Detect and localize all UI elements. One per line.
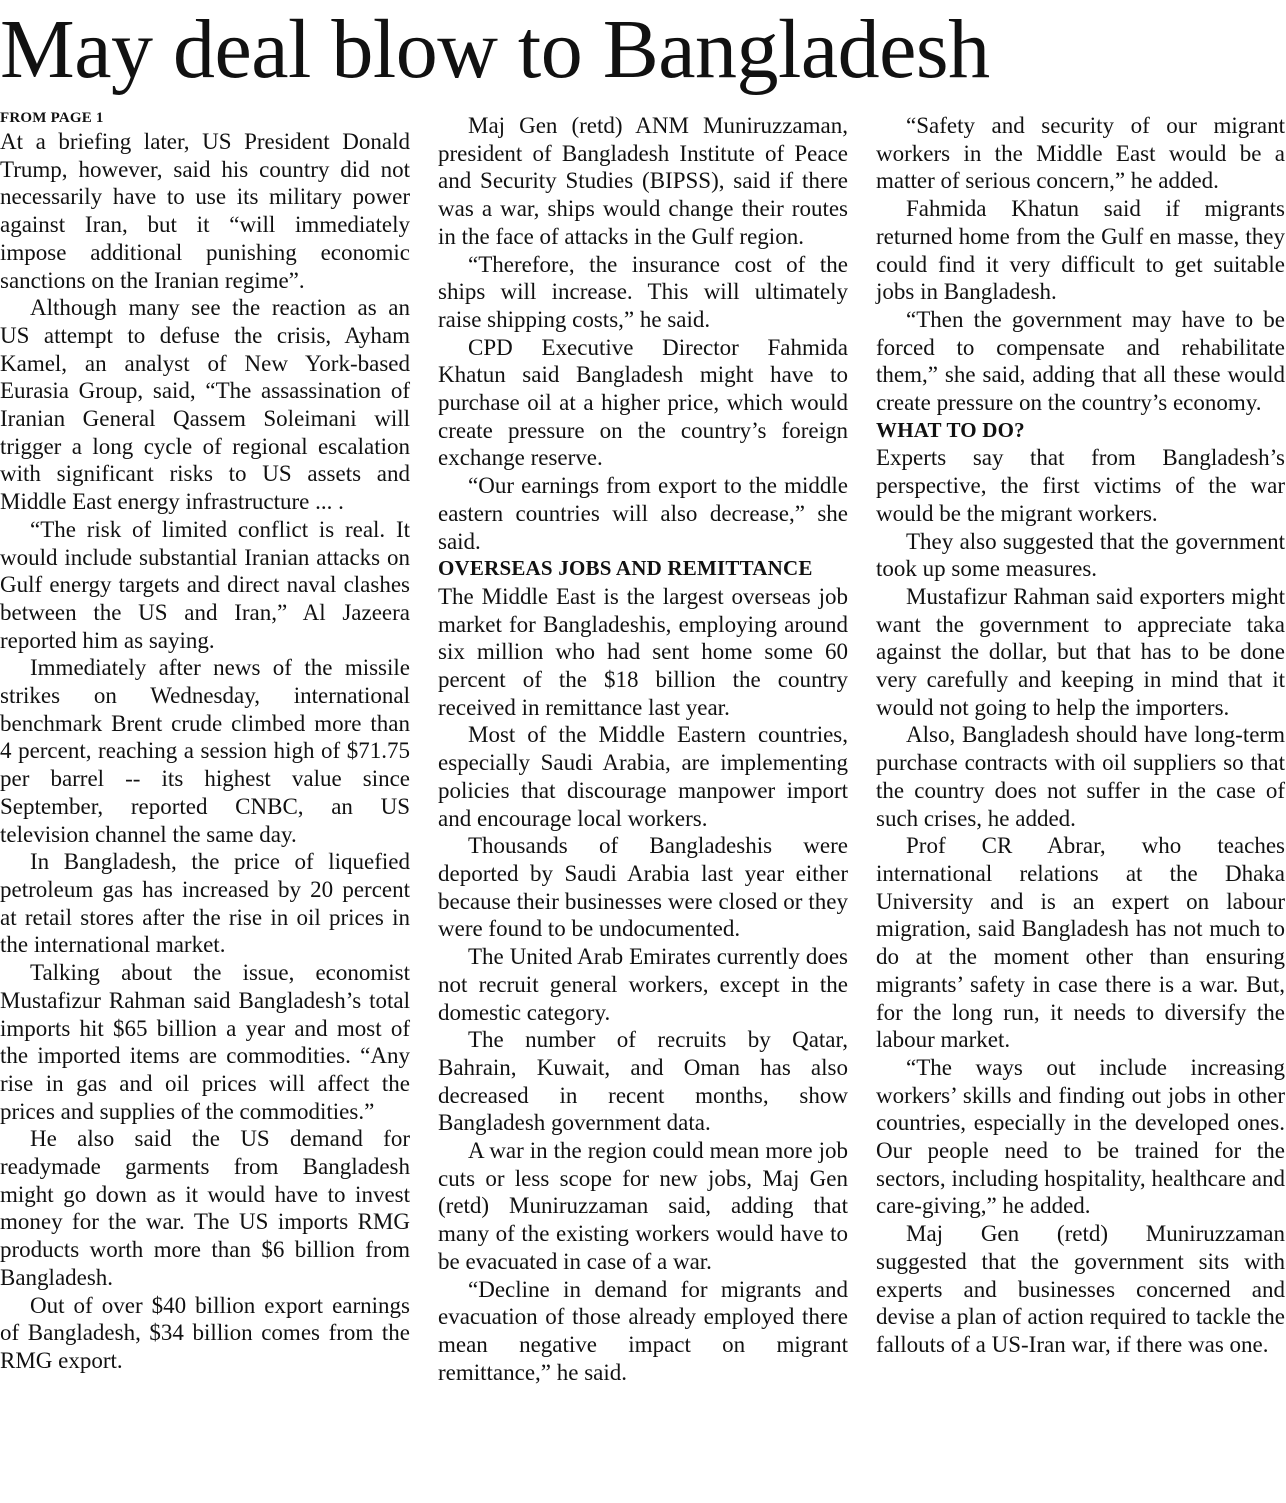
paragraph: He also said the US demand for readymade garments from Bangladesh might go down as it would have to invest money for the war. The US imports RMG products worth more than $6 billion from Bangladesh. — [0, 1126, 410, 1290]
paragraph: Mustafizur Rahman said exporters might want the government to appreciate taka against the dollar, but that has to be done very carefully and keeping in mind that it would not going to help the importers. — [876, 583, 1285, 720]
paragraph: Also, Bangladesh should have long-term purchase contracts with oil suppliers so that the country does not suffer in the case of such crises, he added. — [876, 722, 1285, 831]
paragraph: In Bangladesh, the price of liquefied petroleum gas has increased by 20 percent at retail stores after the rise in oil prices in the international market. — [0, 849, 410, 958]
paragraph: A war in the region could mean more job cuts or less scope for new jobs, Maj Gen (retd) Muniruzzaman said, adding that many of the existing workers would have to be evacuated in case of a war. — [438, 1138, 848, 1274]
paragraph: “The ways out include increasing workers’ skills and finding out jobs in other countries, especially in the developed ones. Our people need to be trained for the sectors, including hospitality, healthcare and care-giving,” he added. — [876, 1054, 1285, 1219]
paragraph: Out of over $40 billion export earnings of Bangladesh, $34 billion comes from the RMG export. — [0, 1292, 410, 1373]
paragraph: Experts say that from Bangladesh’s perspective, the first victims of the war would be the migrant workers. — [876, 445, 1285, 526]
paragraph: The Middle East is the largest overseas job market for Bangladeshis, employing around six million who had sent home some 60 percent of the $18 billion the country received in remittance last year. — [438, 583, 848, 720]
subhead-what-to-do: WHAT TO DO? — [876, 417, 1025, 442]
paragraph: Most of the Middle Eastern countries, especially Saudi Arabia, are implementing policies that discourage manpower import and encourage local workers. — [438, 722, 848, 831]
column-1 — [0, 108, 410, 1375]
column-3 — [876, 112, 1285, 1359]
paragraph: Maj Gen (retd) Muniruzzaman suggested that the government sits with experts and businesses concerned and devise a plan of action required to tackle the fallouts of a US-Iran war, if there was one. — [876, 1221, 1285, 1357]
headline: May deal blow to Bangladesh — [0, 3, 990, 96]
paragraph: Fahmida Khatun said if migrants returned home from the Gulf en masse, they could find it very difficult to get suitable jobs in Bangladesh. — [876, 196, 1285, 305]
paragraph: “Our earnings from export to the middle eastern countries will also decrease,” she said. — [438, 473, 848, 554]
paragraph: Immediately after news of the missile strikes on Wednesday, international benchmark Brent crude climbed more than 4 percent, reaching a session high of $71.75 per barrel -- its highest value since September, reported CNBC, an US television channel the same day. — [0, 655, 410, 847]
paragraph: At a briefing later, US President Donald Trump, however, said his country did not necessarily have to use its military power against Iran, but it “will immediately impose additional punishing economic sanctions on the Iranian regime”. — [0, 129, 410, 293]
column-2 — [438, 112, 848, 1386]
paragraph: “Decline in demand for migrants and evacuation of those already employed there mean negative impact on migrant remittance,” he said. — [438, 1276, 848, 1385]
subhead-overseas-jobs: OVERSEAS JOBS AND REMITTANCE — [438, 556, 813, 581]
paragraph: Although many see the reaction as an US attempt to defuse the crisis, Ayham Kamel, an analyst of New York-based Eurasia Group, said, “The assassination of Iranian General Qassem Soleimani will trigger a long cycle of regional escalation with significant risks to US assets and Middle East energy infrastructure ... . — [0, 295, 410, 515]
paragraph: Talking about the issue, economist Mustafizur Rahman said Bangladesh’s total imports hit $65 billion a year and most of the imported items are commodities. “Any rise in gas and oil prices will affect the prices and supplies of the commodities.” — [0, 960, 410, 1124]
paragraph: Maj Gen (retd) ANM Muniruzzaman, president of Bangladesh Institute of Peace and Security Studies (BIPSS), said if there was a war, ships would change their routes in the face of attacks in the Gulf region. — [438, 113, 848, 249]
paragraph: They also suggested that the government took up some measures. — [876, 528, 1285, 582]
paragraph: The United Arab Emirates currently does not recruit general workers, except in the domestic category. — [438, 944, 848, 1025]
paragraph: “Then the government may have to be forced to compensate and rehabilitate them,” she said, adding that all these would create pressure on the country’s economy. — [876, 306, 1285, 416]
paragraph: Prof CR Abrar, who teaches international relations at the Dhaka University and is an expert on labour migration, said Bangladesh has not much to do at the moment other than ensuring migrants’ safety in case there is a war. But, for the long run, it needs to diversify the labour market. — [876, 833, 1285, 1053]
kicker-from-page-1: FROM PAGE 1 — [0, 110, 104, 126]
paragraph: CPD Executive Director Fahmida Khatun said Bangladesh might have to purchase oil at a higher price, which would create pressure on the country’s foreign exchange reserve. — [438, 334, 848, 471]
paragraph: “Safety and security of our migrant workers in the Middle East would be a matter of serious concern,” he added. — [876, 113, 1285, 194]
paragraph: The number of recruits by Qatar, Bahrain, Kuwait, and Oman has also decreased in recent months, show Bangladesh government data. — [438, 1027, 848, 1136]
paragraph: Thousands of Bangladeshis were deported by Saudi Arabia last year either because their businesses were closed or they were found to be undocumented. — [438, 833, 848, 942]
paragraph: “Therefore, the insurance cost of the ships will increase. This will ultimately raise shipping costs,” he said. — [438, 251, 848, 332]
paragraph: “The risk of limited conflict is real. It would include substantial Iranian attacks on Gulf energy targets and direct naval clashes between the US and Iran,” Al Jazeera reported him as saying. — [0, 516, 410, 653]
